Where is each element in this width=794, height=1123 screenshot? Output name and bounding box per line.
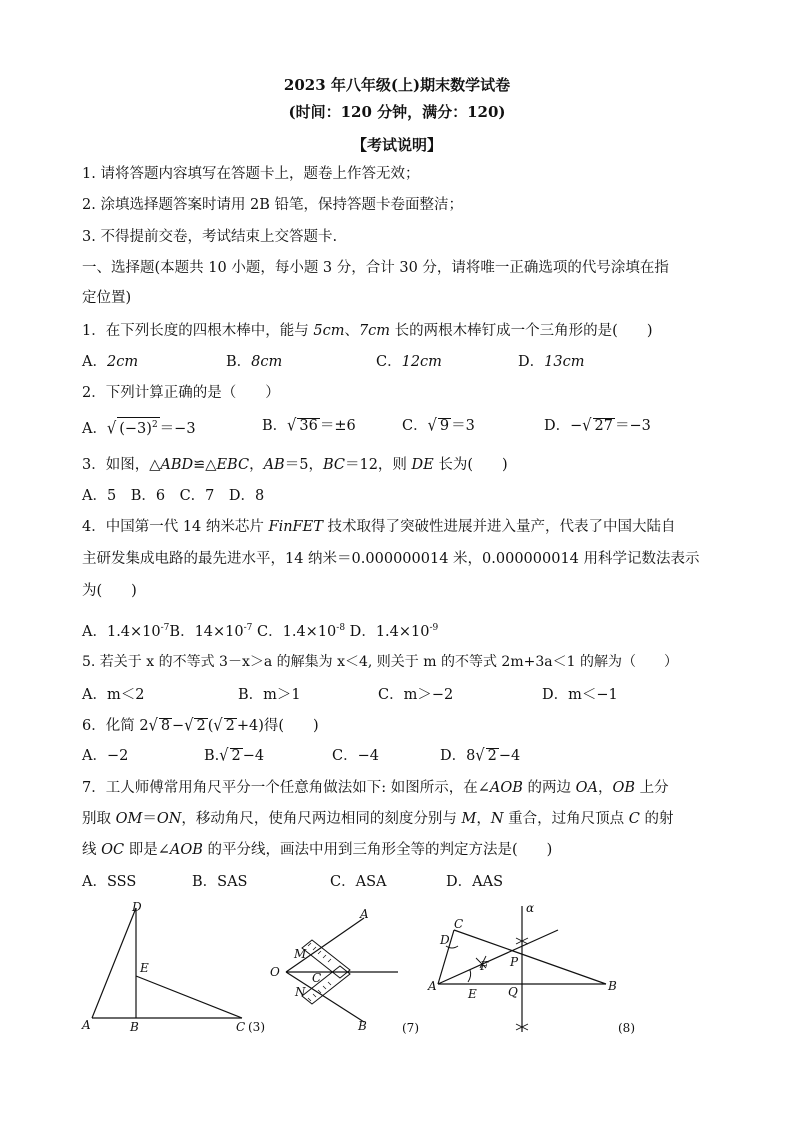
q4-d-exp: -9 [429,623,439,633]
q2-option-a [82,417,196,438]
q7-v: C [628,811,640,827]
fig8-arc-1 [468,970,471,982]
q3-t-a: 3．如图，△ [82,457,161,473]
q4-line1 [82,518,712,536]
q4-l1-a: 4．中国第一代 14 纳米芯片 [82,519,269,535]
q1-d-value: 13cm [544,354,585,370]
q5-option-b: B．m＞1 [238,687,301,703]
fig7-caption: (7) [402,1021,419,1035]
q7-t: 的平分线，画法中用到三角形全等的判定方法是( ) [202,842,553,858]
fig3-label-c: C [236,1020,246,1034]
q3-t-b: ≌△ [193,457,217,473]
q3-stem [82,456,712,474]
q2-d-label: D． [544,418,571,434]
q7-v: OM [115,811,143,827]
q7-v: AOB [489,780,523,796]
q6-option-c: C．−4 [332,748,379,764]
fig8-label-b: B [608,979,617,993]
q7-t: ， [597,780,613,796]
q1-c-value: 12cm [401,354,442,370]
q3-tri-1: ABD [160,457,194,473]
q7-option-b: B．SAS [192,874,248,890]
instructions-heading: 【考试说明】 [351,136,442,154]
fig3-label-a: A [82,1018,91,1032]
q3-t-e: ＝12，则 [344,457,412,473]
fig7-label-o: O [270,965,280,979]
q5-option-a: A．m＜2 [82,687,145,703]
q4-d: D．1.4×10 [345,623,430,640]
q2-a-radicand [117,417,159,437]
fig3-label-e: E [140,961,149,975]
q7-v: ON [156,811,182,827]
fig3-line-ec [136,976,242,1018]
fig7-label-b: B [358,1019,367,1033]
fig8-label-d: D [440,933,450,947]
q2-a-rest: ＝−3 [159,420,196,437]
q7-v: OB [612,780,636,796]
q7-t: 的射 [639,811,674,827]
q1-option-d [518,353,584,371]
q1-length-1: 5cm [313,323,345,339]
q2-d-rest: ＝−3 [615,418,651,434]
fig8-caption: (8) [618,1021,635,1035]
q2-c-rest: ＝3 [451,418,475,434]
q2-stem: 2．下列计算正确的是（ ） [82,385,280,401]
q6-rad-1: 8 [160,718,171,734]
q3-t-d: ＝5， [284,457,323,473]
exam-subtitle: (时间：120 分钟，满分：120) [288,103,506,121]
q1-d-label: D． [518,354,545,370]
q6-stem [82,717,712,735]
sqrt-sign: √ [475,746,485,766]
q2-d-minus: − [570,418,583,434]
q2-c-label: C． [402,418,428,434]
figure-3 [80,898,280,1040]
fig8-label-q: Q [508,985,518,999]
q7-t: ，移动角尺，使角尺两边相同的刻度分别与 [181,811,462,827]
q6-b-pre: B. [204,748,220,764]
q7-option-d: D．AAS [446,874,504,890]
instruction-2: 2. 涂填选择题答案时请用 2B 铅笔，保持答题卡卷面整洁； [82,197,464,213]
q7-t: 线 [82,842,102,858]
exam-title: 2023 年八年级(上)期末数学试卷 [283,76,511,94]
q7-option-a: A．SSS [82,874,137,890]
q3-seg-bc: BC [322,457,345,473]
q6-d-pre: D．8 [440,748,476,764]
q7-v: M [461,811,477,827]
q2-option-c [402,417,475,435]
section1-heading-line1: 一、选择题(本题共 10 小题，每小题 3 分，合计 30 分，请将唯一正确选项的代号涂填在指 [82,260,669,276]
fig8-bisector [438,930,558,984]
q7-t: 上分 [635,780,669,796]
q4-line2: 主研发集成电路的最先进水平，14 纳米＝0.000000014 米，0.000000014 用科学记数法表示 [82,551,700,567]
q1-sep: 、 [344,323,359,339]
sqrt-sign: √ [148,716,158,736]
q3-t-c: ， [249,457,264,473]
q6-t-b: − [172,718,185,734]
q1-stem-text: 1．在下列长度的四根木棒中，能与 [82,323,314,339]
q7-t: 的两边 [522,780,576,796]
q1-option-b [226,353,282,371]
q6-d-rest: −4 [498,748,521,764]
q6-d-rad: 2 [487,748,497,764]
q6-b-rad: 2 [231,748,241,764]
sqrt-sign: √ [582,416,592,436]
q6-rad-3: 2 [225,718,235,734]
q7-line2 [82,810,712,828]
q7-line3 [82,841,712,859]
fig7-label-m: M [294,947,307,961]
q6-option-d [440,747,520,765]
q6-rad-2: 2 [196,718,206,734]
q2-a-exponent: 2 [151,420,158,430]
figure-8 [424,898,650,1040]
q5-option-c: C．m＞−2 [378,687,454,703]
q2-a-label: A． [82,420,107,437]
q3-seg-ab: AB [263,457,285,473]
sqrt-sign: √ [287,416,297,436]
q5-stem: 5. 若关于 x 的不等式 3－x＞a 的解集为 x＜4, 则关于 m 的不等式 2m+3a＜1 的解为（ ） [82,654,678,670]
q4-l1-c: 技术取得了突破性进展并进入量产，代表了中国大陆自 [322,519,676,535]
q2-c-radicand: 9 [439,418,450,434]
sqrt-sign: √ [427,416,437,436]
q7-t: 即是∠ [124,842,170,858]
q7-v: OA [575,780,598,796]
q6-option-a: A．−2 [82,748,129,764]
fig8-label-e: E [468,987,477,1001]
fig8-line-cb [454,930,606,984]
fig8-label-alpha: α [526,901,535,915]
fig7-label-n: N [295,985,306,999]
q4-a-exp: -7 [160,623,170,633]
q1-a-value: 2cm [106,354,139,370]
q1-a-label: A． [82,354,107,370]
sqrt-sign: √ [184,716,194,736]
q7-t: 别取 [82,811,116,827]
fig7-ray-oa [286,918,364,972]
q7-v: AOB [169,842,203,858]
q1-stem-end: 长的两根木棒钉成一个三角形的是( ) [390,323,653,339]
q5-option-d: D．m＜−1 [542,687,618,703]
fig3-label-d: D [132,900,142,914]
q1-stem [82,322,712,340]
fig8-label-a: A [428,979,437,993]
q7-t: 重合，过角尺顶点 [503,811,629,827]
q2-b-label: B． [262,418,288,434]
figure-7 [264,898,448,1040]
q1-b-value: 8cm [251,354,283,370]
q7-t: 7．工人师傅常用角尺平分一个任意角做法如下: 如图所示，在∠ [82,780,490,796]
fig7-label-c: C [312,971,322,985]
fig8-label-c: C [454,917,464,931]
q1-length-2: 7cm [358,323,391,339]
instruction-1: 1. 请将答题内容填写在答题卡上，题卷上作答无效； [82,166,420,182]
q4-a: A．1.4×10 [82,623,161,640]
q3-seg-de: DE [411,457,434,473]
q4-c: C．1.4×10 [252,623,337,640]
q2-option-b [262,417,356,435]
q6-t-c: ( [207,718,214,734]
q1-option-c [376,353,442,371]
q4-b-exp: -7 [243,623,253,633]
fig8-label-p: P [510,955,519,969]
sqrt-sign: √ [213,716,223,736]
q6-b-rest: −4 [242,748,265,764]
fig3-line-ad [92,908,136,1018]
q6-t-d: +4)得( ) [236,718,319,734]
q7-v: OC [101,842,125,858]
q6-t-a: 6．化简 2 [82,718,149,734]
q7-v: N [490,811,504,827]
instruction-3: 3. 不得提前交卷，考试结束上交答题卡. [82,229,338,245]
q7-line1 [82,779,712,797]
fig8-label-f: F [480,959,489,973]
q4-options [82,619,712,641]
fig7-label-a: A [360,907,369,921]
q2-option-d [544,417,651,435]
q1-c-label: C． [376,354,402,370]
q7-option-c: C．ASA [330,874,387,890]
q2-b-rest: ＝±6 [319,418,356,434]
sqrt-sign: √ [106,419,117,439]
q4-finfet: FinFET [268,519,323,535]
q6-option-b [204,747,264,765]
sqrt-sign: √ [219,746,229,766]
q4-line3: 为( ) [82,583,137,599]
q4-c-exp: -8 [336,623,346,633]
q3-t-f: 长为( ) [433,457,508,473]
q4-b: B．14×10 [169,623,244,640]
q3-options: A．5 B．6 C．7 D．8 [82,488,265,504]
q1-option-a [82,353,138,371]
q3-tri-2: EBC [216,457,250,473]
fig3-label-b: B [130,1020,139,1034]
q2-b-radicand: 36 [299,418,318,434]
section1-heading-line2: 定位置) [82,290,132,306]
q7-t: ＝ [142,811,157,827]
q1-b-label: B． [226,354,252,370]
q7-t: ， [476,811,491,827]
fig3-caption: (3) [248,1020,265,1034]
q2-a-rad-text: (−3) [119,420,152,437]
q2-d-radicand: 27 [594,418,613,434]
